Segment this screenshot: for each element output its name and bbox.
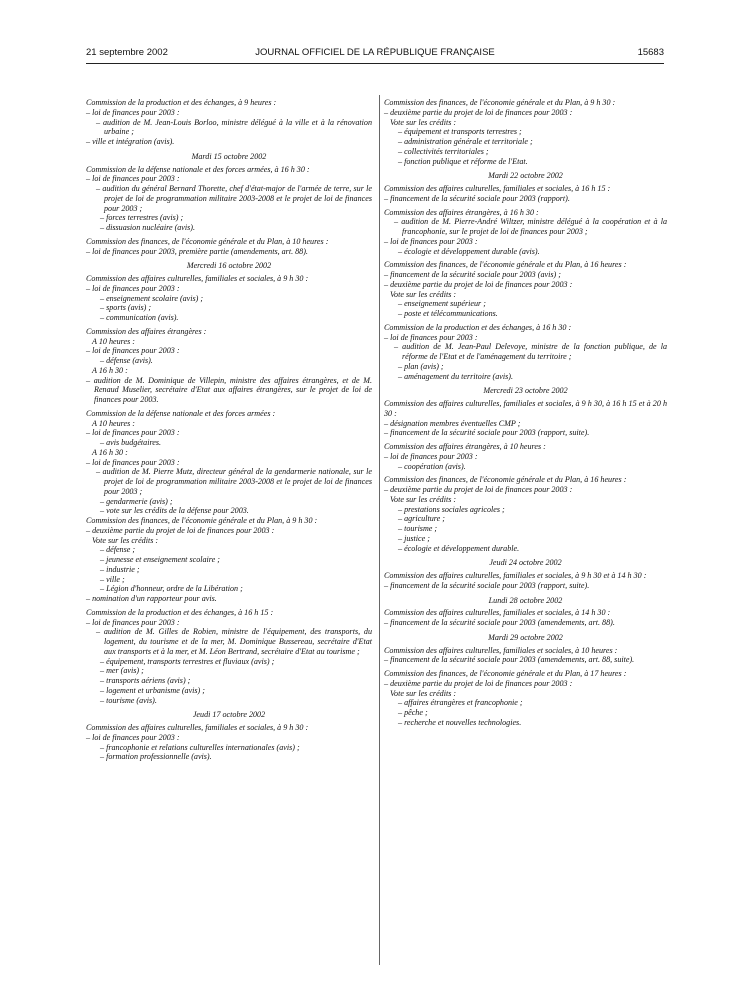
date-heading: Lundi 28 octobre 2002 — [488, 595, 563, 605]
agenda-line: – gendarmerie (avis) ; — [100, 496, 173, 506]
agenda-line: – loi de finances pour 2003 : — [86, 457, 180, 467]
agenda-line: – enseignement scolaire (avis) ; — [100, 293, 204, 303]
agenda-line: Commission des affaires culturelles, familiales et sociales, à 9 h 30 : — [86, 274, 309, 283]
agenda-line: – écologie et développement durable (avis). — [398, 246, 540, 256]
agenda-line: – ville et intégration (avis). — [86, 137, 175, 146]
agenda-line: – loi de finances pour 2003 : — [86, 174, 180, 184]
agenda-line: – audition de M. Gilles de Robien, ministre de l'équipement, des transports, du logement, du tourisme et de la mer, M. Dominique Bussereau, secrétaire d'Etat aux transports et à la mer, et M. Léon Bertrand, secrétaire d'Etat au tourisme ; — [96, 627, 372, 656]
agenda-line: – financement de la sécurité sociale pour 2003 (rapport). — [384, 193, 570, 203]
agenda-line: – tourisme (avis). — [100, 695, 157, 705]
agenda-line: – formation professionnelle (avis). — [100, 752, 212, 762]
agenda-line: – loi de finances pour 2003, première partie (amendements, art. 88). — [86, 246, 308, 256]
agenda-line: Commission des affaires culturelles, familiales et sociales, à 9 h 30, à 16 h 15 et à 20 h 30 : — [384, 399, 667, 418]
agenda-line: – nomination d'un rapporteur pour avis. — [86, 594, 217, 603]
agenda-line: – audition du général Bernard Thorette, chef d'état-major de l'armée de terre, sur le projet de loi de programmation militaire 2003-2008 et le projet de loi de finances pour 2003 ; — [96, 184, 372, 213]
agenda-line: Commission des finances, de l'économie générale et du Plan, à 16 heures : — [384, 475, 627, 485]
agenda-line: – audition de M. Jean-Paul Delevoye, ministre de la fonction publique, de la réforme de l'Etat et de l'aménagement du territoire ; — [394, 342, 667, 361]
agenda-line: – plan (avis) ; — [398, 361, 444, 371]
agenda-line: – ville ; — [100, 574, 125, 584]
agenda-line: – défense ; — [100, 545, 136, 555]
agenda-line: – audition de M. Pierre-André Wiltzer, ministre délégué à la coopération et à la francophonie, sur le projet de loi de finances pour 2003 ; — [394, 217, 667, 236]
agenda-line: Commission des affaires étrangères : — [86, 326, 207, 336]
agenda-line: – prestations sociales agricoles ; — [398, 504, 505, 514]
date-heading: Jeudi 17 octobre 2002 — [192, 710, 266, 720]
agenda-line: – loi de finances pour 2003 : — [384, 236, 478, 246]
agenda-line: Commission des finances, de l'économie générale et du Plan, à 17 heures : — [384, 669, 627, 678]
agenda-line: – fonction publique et réforme de l'Etat. — [398, 156, 528, 166]
agenda-line: – financement de la sécurité sociale pour 2003 (amendements, art. 88). — [384, 618, 615, 627]
date-heading: Mercredi 16 octobre 2002 — [186, 261, 272, 271]
agenda-line: Commission de la production et des échanges, à 16 h 30 : — [384, 322, 572, 332]
agenda-line: Commission des finances, de l'économie générale et du Plan, à 9 h 30 : — [86, 516, 318, 525]
column-divider — [379, 95, 380, 965]
agenda-line: – avis budgétaires. — [100, 438, 162, 447]
agenda-line: – tourisme ; — [398, 524, 438, 533]
agenda-line: – audition de M. Jean-Louis Borloo, ministre délégué à la ville et à la rénovation urbaine ; — [96, 117, 372, 137]
agenda-line: – aménagement du territoire (avis). — [398, 371, 514, 381]
agenda-line: – mer (avis) ; — [100, 666, 144, 676]
agenda-line: – recherche et nouvelles technologies. — [398, 717, 522, 727]
header-rule — [86, 63, 664, 64]
agenda-line: – dissuasion nucléaire (avis). — [100, 223, 196, 232]
agenda-line: – financement de la sécurité sociale pour 2003 (rapport, suite). — [384, 580, 590, 590]
agenda-line: – jeunesse et enseignement scolaire ; — [100, 555, 220, 564]
agenda-line: – administration générale et territoriale ; — [398, 137, 533, 146]
agenda-line: A 10 heures : — [92, 336, 135, 346]
agenda-line: Commission des finances, de l'économie générale et du Plan, à 10 heures : — [86, 236, 329, 246]
agenda-line: – sports (avis) ; — [100, 303, 152, 313]
agenda-line: – francophonie et relations culturelles internationales (avis) ; — [100, 742, 300, 752]
agenda-line: – transports aériens (avis) ; — [100, 676, 191, 685]
agenda-line: A 16 h 30 : — [92, 447, 128, 457]
left-column — [86, 98, 372, 762]
agenda-line: Vote sur les crédits : — [92, 535, 159, 545]
agenda-line: – pêche ; — [398, 708, 428, 717]
date-heading: Mardi 22 octobre 2002 — [488, 171, 563, 181]
date-heading: Mardi 15 octobre 2002 — [191, 151, 267, 161]
agenda-line: – deuxième partie du projet de loi de finances pour 2003 : — [86, 525, 275, 535]
agenda-line: – deuxième partie du projet de loi de finances pour 2003 : — [384, 279, 573, 289]
agenda-line: – écologie et développement durable. — [398, 543, 520, 553]
journal-title: JOURNAL OFFICIEL DE LA RÉPUBLIQUE FRANÇAISE — [255, 47, 495, 58]
agenda-line: A 10 heures : — [92, 418, 135, 428]
page-number: 15683 — [637, 47, 664, 58]
agenda-line: – agriculture ; — [398, 514, 445, 524]
agenda-line: Commission des finances, de l'économie générale et du Plan, à 16 heures : — [384, 260, 627, 270]
page-header — [86, 47, 664, 61]
right-column — [384, 98, 667, 728]
agenda-line: – loi de finances pour 2003 : — [384, 451, 478, 461]
agenda-line: Commission des affaires étrangères, à 16 h 30 : — [384, 207, 539, 217]
agenda-line: – communication (avis). — [100, 313, 179, 322]
agenda-line: Commission des affaires culturelles, familiales et sociales, à 9 h 30 et à 14 h 30 : — [384, 571, 647, 580]
agenda-line: – collectivités territoriales ; — [398, 146, 489, 156]
agenda-line: Commission des finances, de l'économie générale et du Plan, à 9 h 30 : — [384, 98, 616, 107]
agenda-line: – défense (avis). — [100, 356, 153, 365]
agenda-line: – audition de M. Dominique de Villepin, ministre des affaires étrangères, et de M. Renaud Muselier, secrétaire d'Etat aux affaires étrangères, sur le projet de loi de finances pour 2003. — [86, 375, 372, 404]
agenda-line: Commission des affaires culturelles, familiales et sociales, à 16 h 15 : — [384, 184, 611, 193]
agenda-line: – vote sur les crédits de la défense pour 2003. — [100, 506, 249, 516]
agenda-line: Commission de la production et des échanges, à 9 heures : — [86, 98, 277, 107]
agenda-line: – logement et urbanisme (avis) ; — [100, 685, 205, 695]
agenda-line: – loi de finances pour 2003 : — [86, 283, 180, 293]
agenda-line: – loi de finances pour 2003 : — [86, 428, 180, 438]
agenda-line: – loi de finances pour 2003 : — [86, 617, 180, 627]
agenda-line: – équipement et transports terrestres ; — [398, 127, 522, 137]
agenda-line: – enseignement supérieur ; — [398, 299, 486, 309]
agenda-line: – audition de M. Pierre Mutz, directeur général de la gendarmerie nationale, sur le projet de loi de programmation militaire 2003-2008 et le projet de loi de finances pour 2003 ; — [96, 467, 372, 496]
agenda-line: – justice ; — [398, 533, 430, 543]
agenda-line: Commission de la défense nationale et des forces armées : — [86, 408, 276, 418]
agenda-line: – deuxième partie du projet de loi de finances pour 2003 : — [384, 678, 573, 688]
agenda-line: – désignation membres éventuelles CMP ; — [384, 418, 521, 428]
agenda-line: Vote sur les crédits : — [390, 289, 457, 299]
date-heading: Jeudi 24 octobre 2002 — [489, 558, 562, 568]
agenda-line: A 16 h 30 : — [92, 365, 128, 375]
agenda-line: – financement de la sécurité sociale pour 2003 (rapport, suite). — [384, 428, 590, 438]
agenda-line: – loi de finances pour 2003 : — [86, 732, 180, 742]
date-heading: Mercredi 23 octobre 2002 — [483, 386, 568, 396]
agenda-line: – Légion d'honneur, ordre de la Libération ; — [100, 584, 243, 594]
agenda-line: Commission de la défense nationale et des forces armées, à 16 h 30 : — [86, 164, 310, 174]
agenda-line: – loi de finances pour 2003 : — [86, 346, 180, 356]
agenda-line: Vote sur les crédits : — [390, 688, 457, 698]
agenda-line: – loi de finances pour 2003 : — [86, 107, 180, 117]
agenda-line: – équipement, transports terrestres et fluviaux (avis) ; — [100, 656, 275, 666]
agenda-line: – industrie ; — [100, 564, 140, 574]
agenda-line: Vote sur les crédits : — [390, 494, 457, 504]
agenda-line: – deuxième partie du projet de loi de finances pour 2003 : — [384, 485, 573, 494]
agenda-line: – financement de la sécurité sociale pour 2003 (avis) ; — [384, 270, 561, 279]
agenda-line: – loi de finances pour 2003 : — [384, 332, 478, 342]
agenda-line: – poste et télécommunications. — [398, 309, 498, 318]
header-date: 21 septembre 2002 — [86, 47, 168, 58]
agenda-line: – forces terrestres (avis) ; — [100, 213, 184, 223]
agenda-line: Commission des affaires étrangères, à 10 heures : — [384, 442, 546, 451]
agenda-line: – coopération (avis). — [398, 461, 466, 471]
agenda-line: Commission des affaires culturelles, familiales et sociales, à 10 heures : — [384, 645, 618, 655]
agenda-line: Commission des affaires culturelles, familiales et sociales, à 9 h 30 : — [86, 723, 309, 732]
agenda-line: – deuxième partie du projet de loi de finances pour 2003 : — [384, 107, 573, 117]
agenda-line: Vote sur les crédits : — [390, 117, 457, 127]
agenda-line: – financement de la sécurité sociale pour 2003 (amendements, art. 88, suite). — [384, 655, 635, 665]
date-heading: Mardi 29 octobre 2002 — [488, 632, 563, 642]
agenda-line: – affaires étrangères et francophonie ; — [398, 698, 523, 708]
agenda-line: Commission de la production et des échanges, à 16 h 15 : — [86, 607, 274, 617]
agenda-line: Commission des affaires culturelles, familiales et sociales, à 14 h 30 : — [384, 608, 611, 618]
